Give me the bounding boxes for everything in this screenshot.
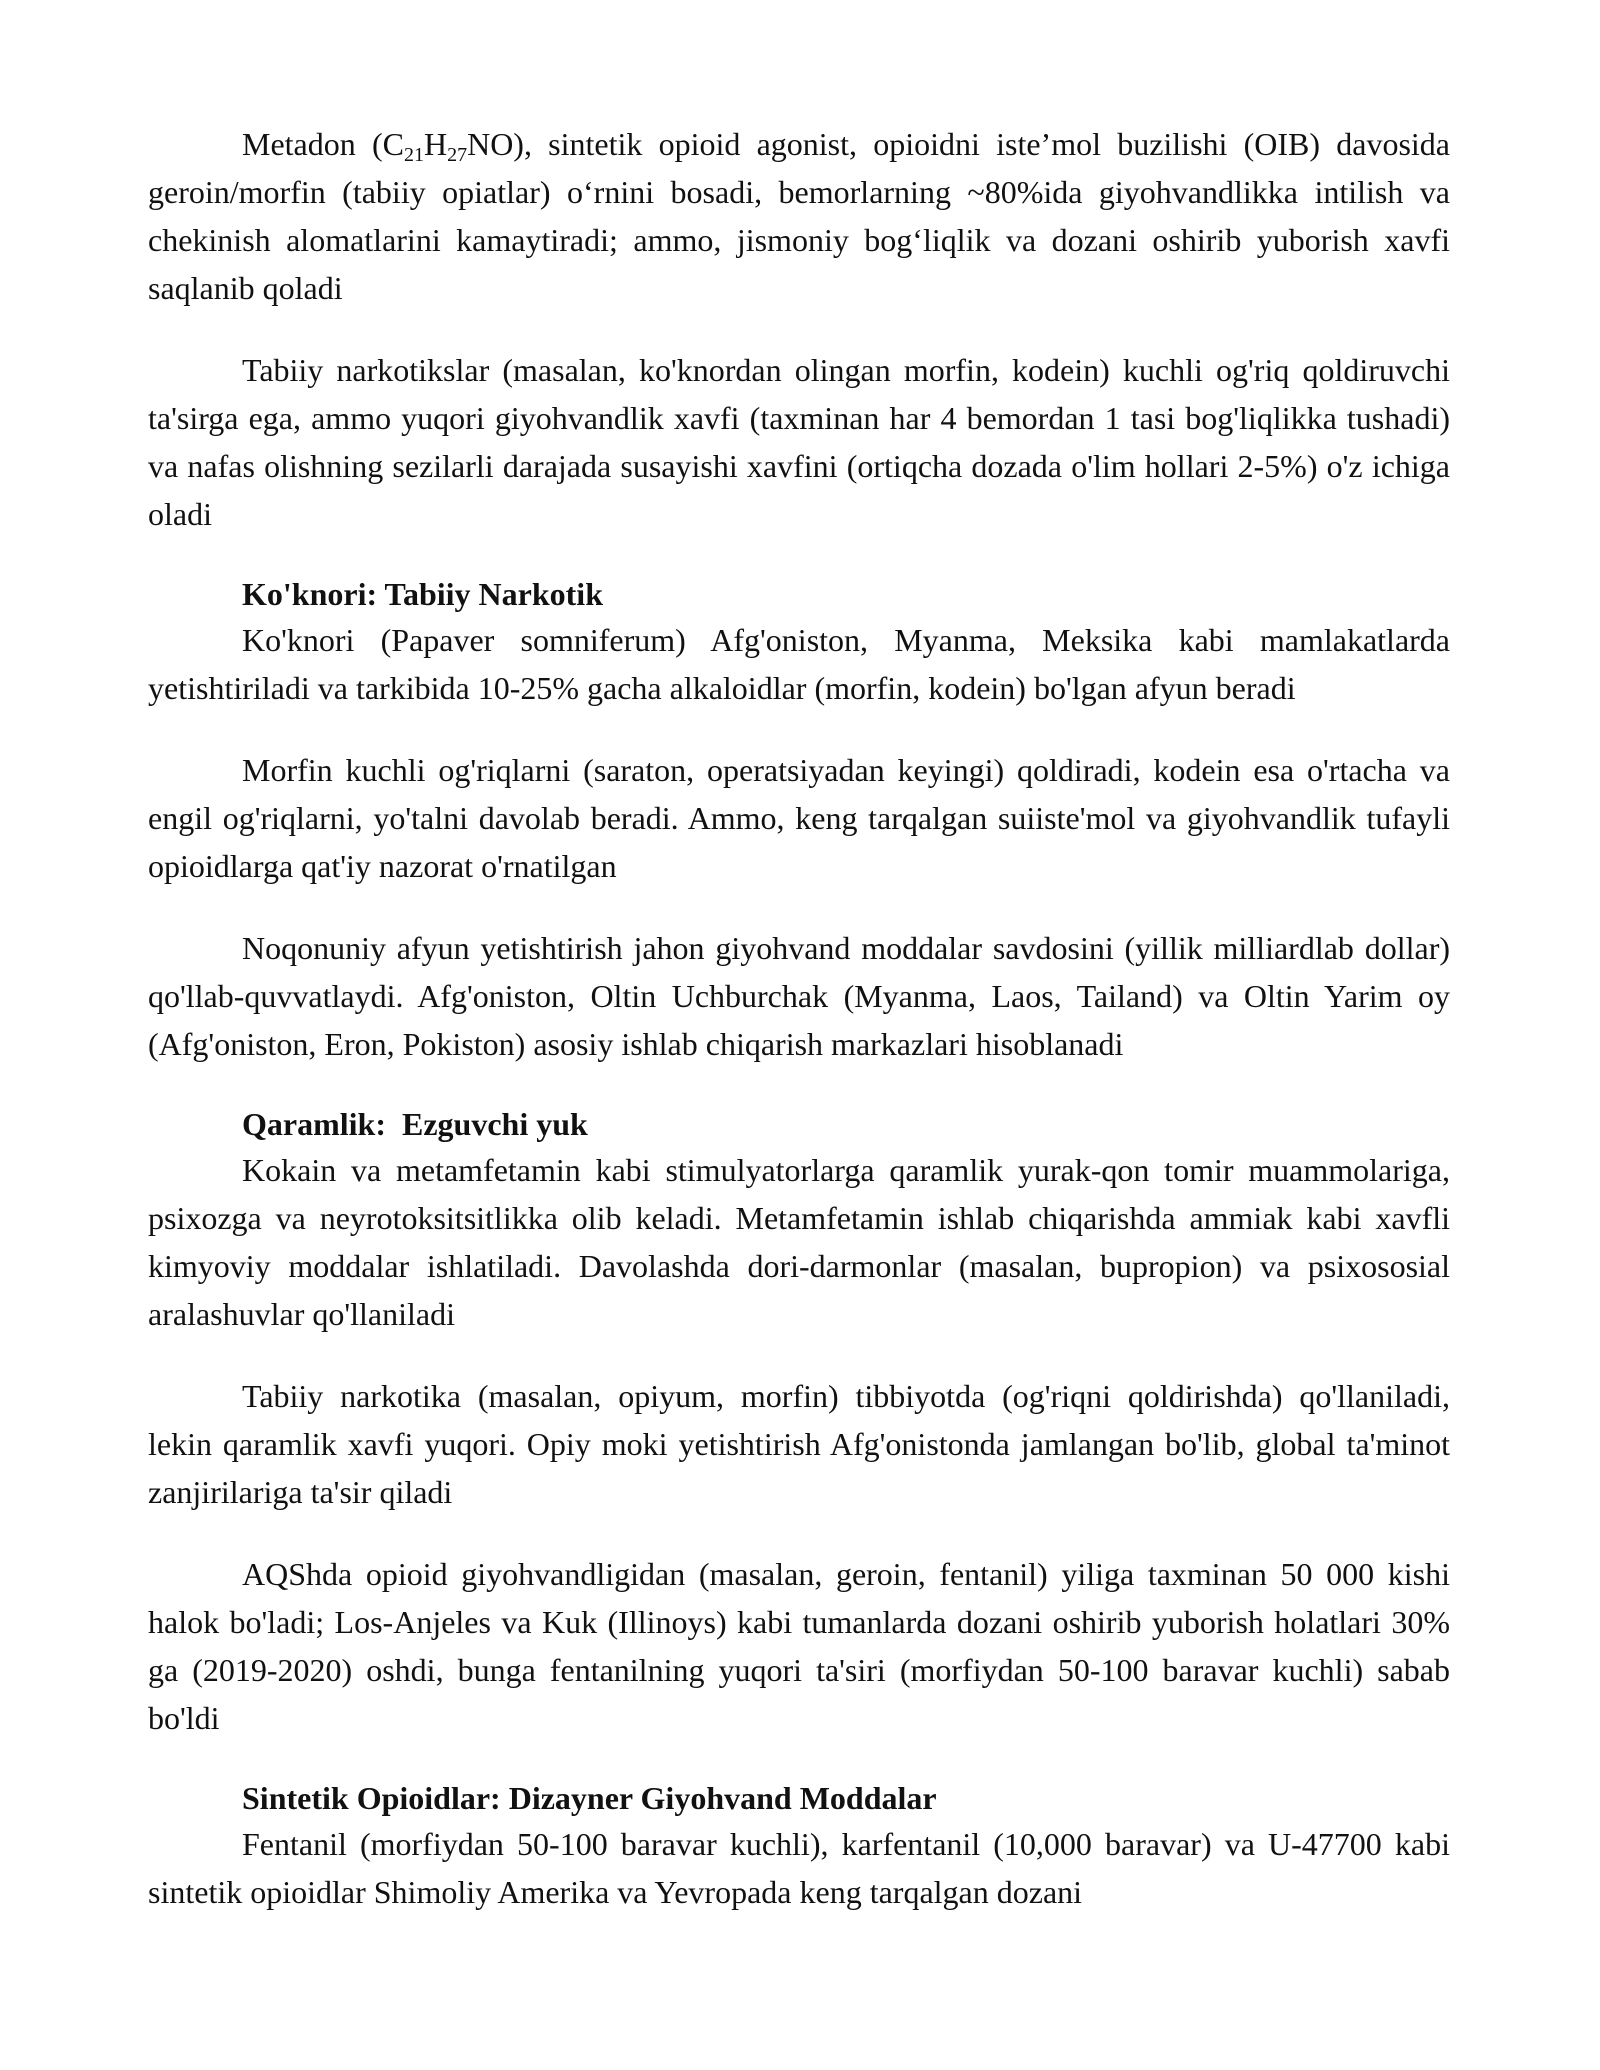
paragraph-methadone-lead: Metadon ( <box>242 126 383 162</box>
document-page <box>148 120 1450 1950</box>
paragraph-methadone-body: , sintetik opioid agonist, opioidni iste’mol buzilishi (OIB) davosida geroin/morfin (tabiiy opiatlar) o‘rnini bosadi, bemorlarning ~80%ida giyohvandlikka intilish va chekinish alomatlarini kamaytiradi; ammo, jismoniy bog‘liqlik va dozani oshirib yuborish xavfi saqlanib qoladi <box>148 126 1451 306</box>
paragraph-morphine-codeine: Morfin kuchli og'riqlarni (saraton, operatsiyadan keyingi) qoldiradi, kodein esa o'rtacha va engil og'riqlarni, yo'talni davolab beradi. Ammo, keng tarqalgan suiiste'mol va giyohvandlik tufayli opioidlarga qat'iy nazorat o'rnatilgan <box>148 752 1450 884</box>
section-heading-poppy: Ko'knori: Tabiiy Narkotik <box>242 576 603 612</box>
chemical-formula: $C_{21}H_{27}NO$) <box>382 126 524 166</box>
paragraph-natural-narcotics: Tabiiy narkotikslar (masalan, ko'knordan olingan morfin, kodein) kuchli og'riq qoldiruvchi ta'sirga ega, ammo yuqori giyohvandlik xavfi (taxminan har 4 bemordan 1 tasi bog'liqlikka tushadi) va nafas olishning sezilarli darajada susayishi xavfini (ortiqcha dozada o'lim hollari 2-5%) o'z ichiga oladi <box>148 352 1450 532</box>
paragraph-poppy-cultivation: Ko'knori (Papaver somniferum) Afg'oniston, Myanma, Meksika kabi mamlakatlarda yetishtiriladi va tarkibida 10-25% gacha alkaloidlar (morfin, kodein) bo'lgan afyun beradi <box>148 622 1450 706</box>
paragraph-methadone <box>148 120 1450 312</box>
paragraph-usa-opioid-deaths: AQShda opioid giyohvandligidan (masalan, geroin, fentanil) yiliga taxminan 50 000 kishi halok bo'ladi; Los-Anjeles va Kuk (Illinoys) kabi tumanlarda dozani oshirib yuborish holatlari 30% ga (2019-2020) oshdi, bunga fentanilning yuqori ta'siri (morfiydan 50-100 baravar kuchli) sabab bo'ldi <box>148 1556 1450 1736</box>
paragraph-natural-narcotics-medicine: Tabiiy narkotika (masalan, opiyum, morfin) tibbiyotda (og'riqni qoldirishda) qo'llaniladi, lekin qaramlik xavfi yuqori. Opiy moki yetishtirish Afg'onistonda jamlangan bo'lib, global ta'minot zanjirilariga ta'sir qiladi <box>148 1378 1450 1510</box>
section-heading-addiction: Qaramlik: Ezguvchi yuk <box>242 1106 588 1142</box>
paragraph-illegal-opium: Noqonuniy afyun yetishtirish jahon giyohvand moddalar savdosini (yillik milliardlab dollar) qo'llab-quvvatlaydi. Afg'oniston, Oltin Uchburchak (Myanma, Laos, Tailand) va Oltin Yarim oy (Afg'oniston, Eron, Pokiston) asosiy ishlab chiqarish markazlari hisoblanadi <box>148 930 1450 1062</box>
paragraph-fentanyl: Fentanil (morfiydan 50-100 baravar kuchli), karfentanil (10,000 baravar) va U-47700 kabi sintetik opioidlar Shimoliy Amerika va Yevropada keng tarqalgan dozani <box>148 1826 1450 1910</box>
section-heading-synthetic-opioids: Sintetik Opioidlar: Dizayner Giyohvand Moddalar <box>242 1780 937 1816</box>
paragraph-stimulants: Kokain va metamfetamin kabi stimulyatorlarga qaramlik yurak-qon tomir muammolariga, psixozga va neyrotoksitsitlikka olib keladi. Metamfetamin ishlab chiqarishda ammiak kabi xavfli kimyoviy moddalar ishlatiladi. Davolashda dori-darmonlar (masalan, bupropion) va psixososial aralashuvlar qo'llaniladi <box>148 1152 1450 1332</box>
